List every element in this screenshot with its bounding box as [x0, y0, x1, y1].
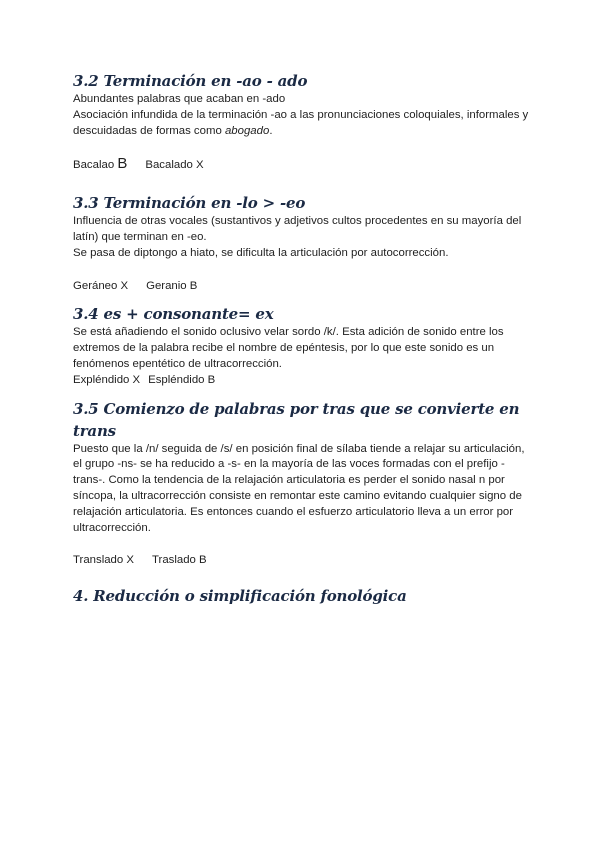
section-3-3-line-1: Influencia de otras vocales (sustantivos y adjetivos cultos procedentes en su mayoría del latín) que terminan en -eo. — [73, 215, 522, 243]
section-3-2-examples — [73, 156, 535, 174]
section-3-2-line-2-text: Asociación infundida de la terminación -ao a las pronunciaciones coloquiales, informales y descuidadas de formas como — [73, 108, 529, 137]
section-3-5-examples — [73, 553, 535, 569]
section-3-2-example-word: abogado — [224, 124, 270, 137]
document-page — [73, 70, 535, 607]
example-word-bacalado: Bacalado — [145, 159, 193, 172]
section-3-5-title: 3.5 Comienzo de palabras por tras que se convierte en trans — [73, 399, 520, 440]
section-3-4-title: 3.4 es + consonante= ex — [73, 305, 274, 324]
section-3-2-line-1: Abundantes palabras que acaban en -ado — [73, 93, 286, 105]
example-incorrect: Expléndido X — [73, 373, 141, 386]
example-incorrect: Geráneo X — [73, 279, 129, 292]
section-3-3-examples — [73, 279, 535, 295]
example-word-bacalao: Bacalao — [73, 159, 115, 172]
example-mark-x: X — [196, 159, 204, 172]
section-3-3-line-2: Se pasa de diptongo a hiato, se dificulta la articulación por autocorrección. — [73, 246, 449, 259]
section-3-4-line-1: Se está añadiendo el sonido oclusivo velar sordo /k/. Esta adición de sonido entre los extremos de la palabra recibe el nombre de epéntesis, por lo que este sonido es un fenómenos epentético de ultracorrección. — [73, 326, 504, 370]
example-correct: Geranio B — [146, 279, 198, 292]
section-3-3-title: 3.3 Terminación en -lo > -eo — [73, 194, 306, 213]
section-4-title: 4. Reducción o simplificación fonológica — [73, 587, 407, 606]
section-3-2-title: 3.2 Terminación en -ao - ado — [73, 72, 308, 90]
section-3-4-examples — [73, 373, 535, 389]
section-3-5-line-1: Puesto que la /n/ seguida de /s/ en posición final de sílaba tiende a relajar su articulación, el grupo -ns- se ha reducido a -s- en la mayoría de las voces formadas con el prefijo -trans-. Como la tendencia de la relajación articulatoria es perder el sonido nasal n por síncopa, la ultracorrección consiste en remontar este camino evitando cualquier signo de relajación articulatoria. Es entonces cuando el esfuerzo articulatorio lleva a un error por ultracorrección. — [73, 442, 525, 534]
example-incorrect: Translado X — [73, 554, 134, 567]
example-correct: Traslado B — [152, 554, 207, 567]
section-3-2-line-2 — [73, 108, 535, 140]
example-mark-b: B — [117, 155, 128, 173]
section-3-2-line-2-end: . — [269, 124, 273, 137]
example-correct: Espléndido B — [148, 373, 216, 386]
